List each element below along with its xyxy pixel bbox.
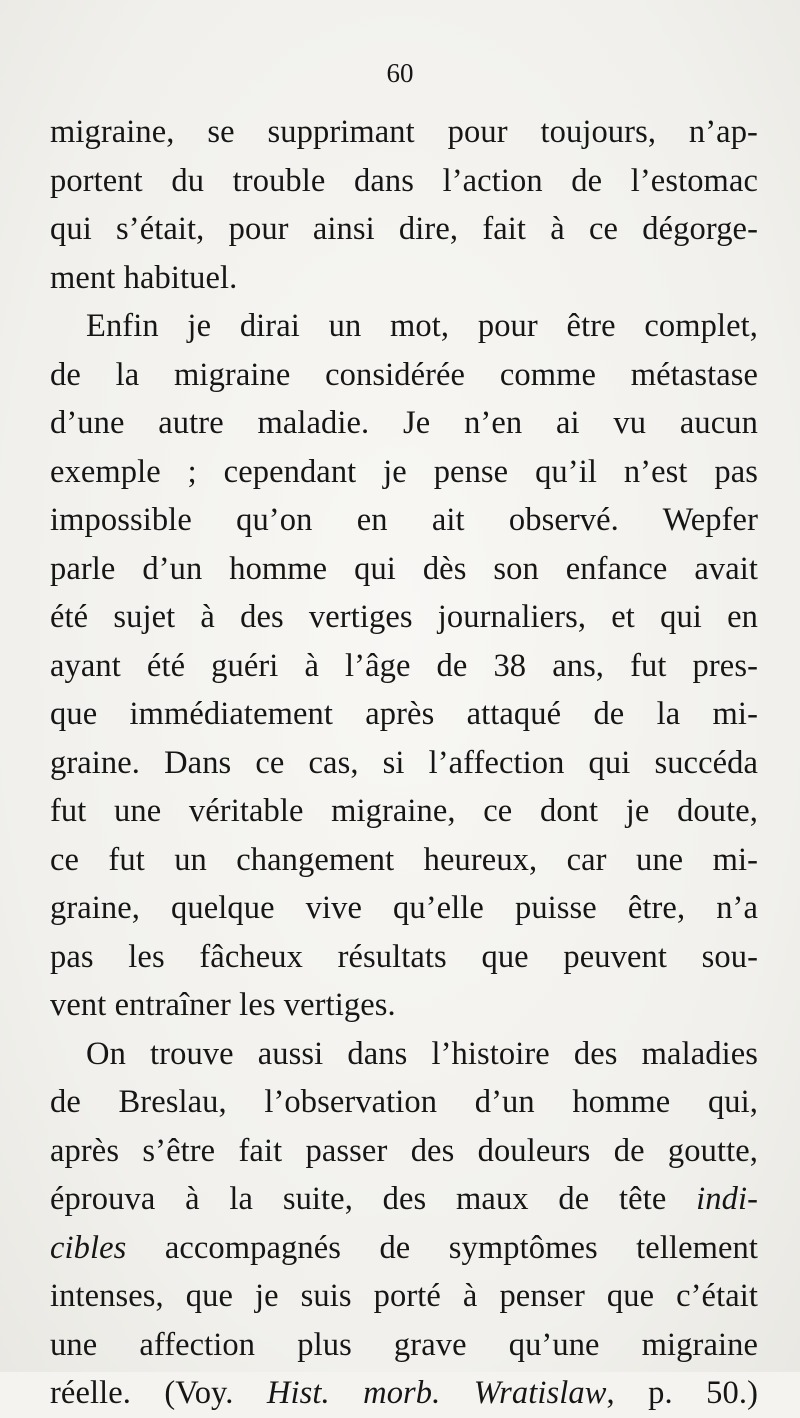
line-text: On trouve aussi dans l’histoire des maladies [86,1035,758,1072]
line-text: Enfin je dirai un mot, pour être complet, [86,308,758,344]
line-text: pas les fâcheux résultats que peuvent sou- [50,938,758,975]
line-text: impossible qu’on en ait observé. Wepfer [50,502,758,538]
line-text: ce fut un changement heureux, car une mi- [50,841,758,878]
text-line [50,884,758,933]
line-text: fut une véritable migraine, ce dont je doute, [50,793,758,829]
line-text: une affection plus grave qu’une migraine [50,1326,758,1363]
text-line [50,545,758,594]
text-line [50,593,758,642]
line-text: de Breslau, l’observation d’un homme qui, [50,1084,758,1120]
line-text: été sujet à des vertiges journaliers, et qui en [50,599,758,635]
text-line [50,1321,758,1370]
line-text: intenses, que je suis porté à penser que c’était [50,1278,758,1314]
text-line [50,157,758,206]
text-line [50,1224,758,1273]
text-line [50,836,758,885]
text-line [50,1127,758,1176]
line-text: de la migraine considérée comme métastase [50,356,758,393]
body-text [50,108,758,1418]
text-line [50,739,758,788]
text-line [50,448,758,497]
text-line [50,981,758,1030]
line-text: parle d’un homme qui dès son enfance avait [50,550,758,587]
line-text: graine, quelque vive qu’elle puisse être, n’a [50,890,758,926]
line-text: exemple ; cependant je pense qu’il n’est pas [50,453,758,490]
italic-text: indi- [696,1181,758,1217]
text-line [50,787,758,836]
line-text: migraine, se supprimant pour toujours, n’ap- [50,114,758,150]
line-text: graine. Dans ce cas, si l’affection qui succéda [50,744,758,781]
text-line [50,302,758,351]
line-text: que immédiatement après attaqué de la mi- [50,696,758,732]
text-line [50,496,758,545]
line-text: qui s’était, pour ainsi dire, fait à ce dégorge- [50,211,758,247]
text-line [50,642,758,691]
text-line [50,1175,758,1224]
text-line [50,351,758,400]
line-text: ment habituel. [50,259,238,296]
text-line [50,1272,758,1321]
text-line [50,254,758,303]
line-text: réelle. (Voy. [50,1375,267,1411]
text-line [50,1078,758,1127]
text-line [50,108,758,157]
text-line [50,399,758,448]
line-text: éprouva à la suite, des maux de tête [50,1181,697,1217]
line-text: portent du trouble dans l’action de l’estomac [50,162,758,199]
text-line [50,1369,758,1418]
italic-text: cibles [50,1229,127,1266]
text-line [50,1030,758,1079]
text-line [50,690,758,739]
italic-text: Hist. morb. Wratislaw [266,1375,607,1411]
line-text: ayant été guéri à l’âge de 38 ans, fut pres- [50,647,758,684]
line-text: , p. 50.) [606,1375,758,1411]
line-text: d’une autre maladie. Je n’en ai vu aucun [50,405,758,441]
line-text: après s’être fait passer des douleurs de goutte, [50,1132,758,1169]
line-text: accompagnés de symptômes tellement [126,1229,758,1266]
text-line [50,205,758,254]
line-text: vent entraîner les vertiges. [50,987,396,1023]
text-line [50,933,758,982]
page-number: 60 [386,58,414,88]
